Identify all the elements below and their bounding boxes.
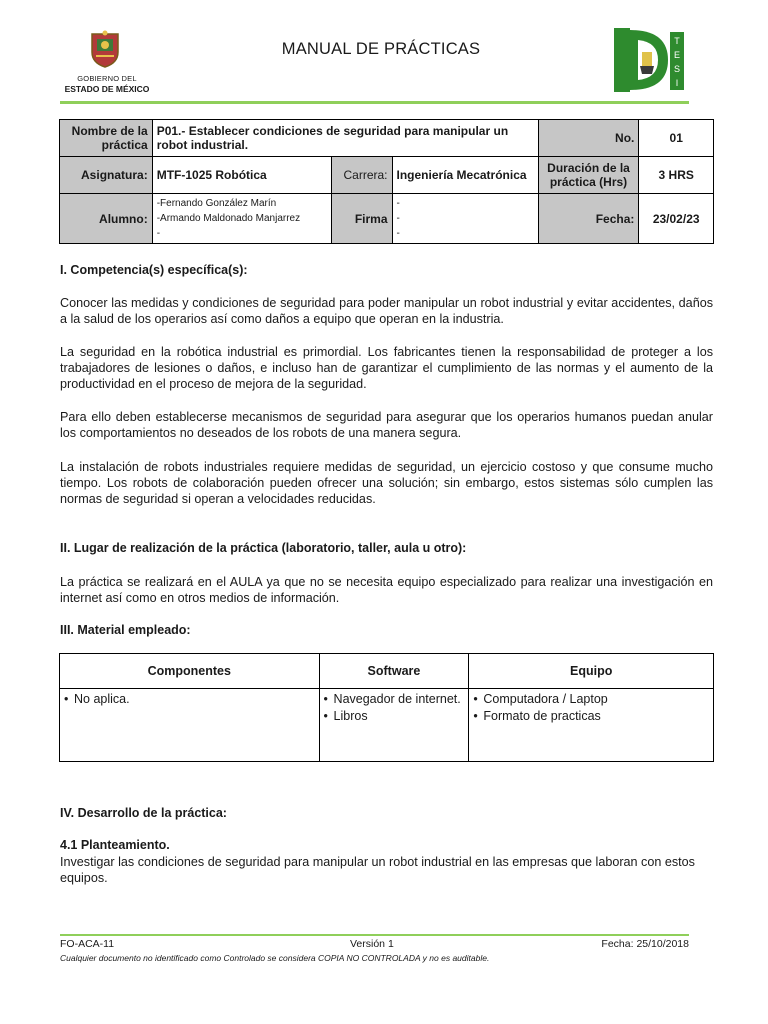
signatures [392,194,538,244]
signature-line: - [396,228,400,239]
competence-paragraph: Conocer las medidas y condiciones de seguridad para poder manipular un robot industrial y evitar accidentes, daños a la salud de los operarios así como daños a equipo que operan en la industria. [60,296,713,327]
material-heading: III. Material empleado: [60,623,191,637]
competence-paragraph: La instalación de robots industriales requiere medidas de seguridad, un ejercicio costoso y que consume mucho tiempo. Los robots de colaboración pueden ofrecer una solución; sin embargo, estos sistemas sólo cumplen las normas de seguridad si operan a velocidades reducidas. [60,460,713,507]
material-table [59,653,714,762]
student-name: -Armando Maldonado Manjarrez [156,213,301,224]
career-label: Carrera: [332,157,392,194]
equipment-cell [469,689,714,762]
coat-of-arms-icon [88,30,122,68]
subject-value: MTF-1025 Robótica [152,157,331,194]
approach-paragraph: Investigar las condiciones de seguridad para manipular un robot industrial en las empresas que laboran con estos equipos. [60,855,695,886]
header-divider [60,101,689,104]
logo-letter-i: I [675,78,679,88]
equipment-header: Equipo [469,654,714,689]
footer-version: Versión 1 [350,938,394,950]
page-title: MANUAL DE PRÁCTICAS [281,40,481,58]
list-item: • No aplica. [64,691,315,708]
signature-line: - [396,198,400,209]
tesi-emblem-icon [612,24,688,96]
logo-letter-s: S [673,64,681,74]
date-label: Fecha: [538,194,639,244]
software-cell [319,689,469,762]
practice-name-value: P01.- Establecer condiciones de seguridad para manipular un robot industrial. [152,120,538,157]
footer-note: Cualquier documento no identificado como Controlado se considera COPIA NO CONTROLADA y no es auditable. [60,953,490,963]
footer-divider [60,934,689,936]
practice-info-table [59,119,714,244]
list-item: • Navegador de internet. [324,691,465,708]
practice-name-label: Nombre de la práctica [60,120,153,157]
signature-label: Firma [332,194,392,244]
practice-number-value: 01 [639,120,714,157]
list-item: • Libros [324,708,465,725]
software-header: Software [319,654,469,689]
components-header: Componentes [60,654,320,689]
competence-heading: I. Competencia(s) específica(s): [60,263,248,277]
tesi-logo [612,24,688,96]
logo-line-2: ESTADO DE MÉXICO [64,84,150,94]
duration-value: 3 HRS [639,157,714,194]
logo-letter-t: T [674,36,680,46]
logo-letter-e: E [673,50,681,60]
date-value: 23/02/23 [639,194,714,244]
location-heading: II. Lugar de realización de la práctica (laboratorio, taller, aula u otro): [60,541,467,555]
list-item: • Formato de practicas [473,708,709,725]
student-name: -Fernando González Marín [156,198,277,209]
approach-heading: 4.1 Planteamiento. [60,838,170,852]
duration-label: Duración de la práctica (Hrs) [538,157,639,194]
career-value: Ingeniería Mecatrónica [392,157,538,194]
subject-label: Asignatura: [60,157,153,194]
location-paragraph: La práctica se realizará en el AULA ya que no se necesita equipo especializado para realizar una investigación en internet así como en otros medios de información. [60,575,713,606]
logo-line-1: GOBIERNO DEL [77,74,137,83]
development-heading: IV. Desarrollo de la práctica: [60,806,227,820]
student-name: - [156,228,161,239]
list-item: • Computadora / Laptop [473,691,709,708]
signature-line: - [396,213,400,224]
practice-number-label: No. [538,120,639,157]
footer-date: Fecha: 25/10/2018 [601,938,689,950]
student-label: Alumno: [60,194,153,244]
gobierno-logo [62,30,152,98]
competence-paragraph: La seguridad en la robótica industrial es primordial. Los fabricantes tienen la responsabilidad de proteger a los trabajadores de lesiones o daños, e incluso han de garantizar el cumplimiento de las normas y el aumento de la productividad en el proceso de mejora de la seguridad. [60,345,713,392]
student-names [152,194,331,244]
footer-code: FO-ACA-11 [60,938,115,950]
components-cell [60,689,320,762]
competence-paragraph: Para ello deben establecerse mecanismos de seguridad para asegurar que los operarios humanos puedan anular los comportamientos no deseados de los robots de una manera segura. [60,410,713,441]
